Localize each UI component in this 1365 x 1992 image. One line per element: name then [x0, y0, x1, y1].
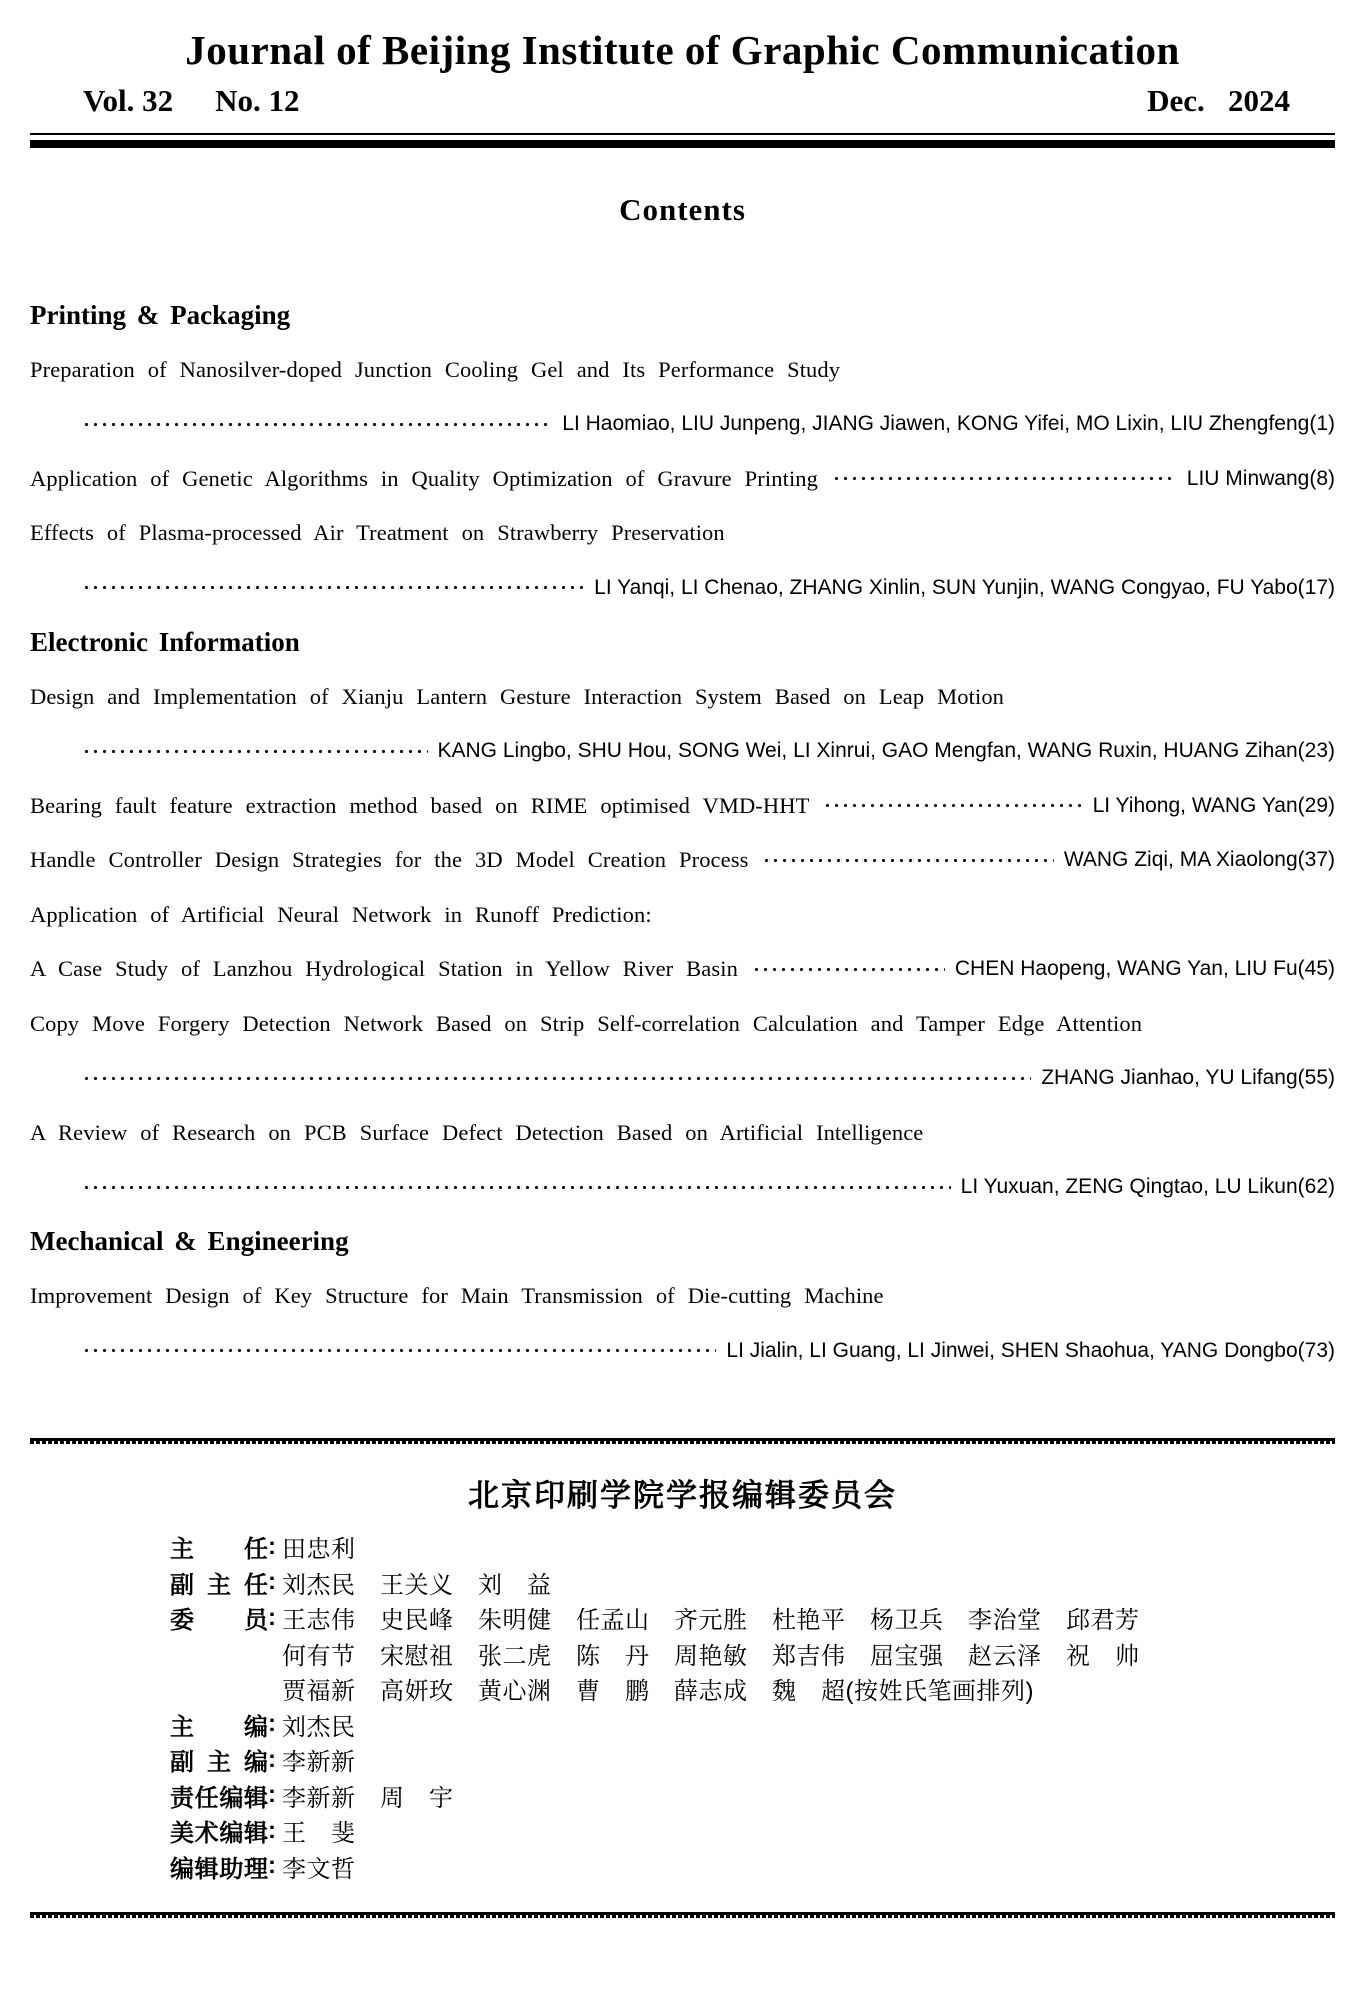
board-colon: :: [268, 1781, 276, 1809]
article-row: [30, 452, 1335, 507]
article-authors-row: [30, 397, 1335, 452]
dot-leader: [823, 779, 1082, 834]
board-title: 北京印刷学院学报编辑委员会: [468, 1478, 897, 1514]
article-page-number: (73): [1297, 1338, 1335, 1362]
board-colon: :: [268, 1816, 276, 1844]
board-colon: :: [268, 1745, 276, 1773]
article-authors: [594, 576, 1335, 600]
article-author-names: LI Yuxuan, ZENG Qingtao, LU Likun: [960, 1175, 1298, 1199]
board-list: [30, 1529, 1335, 1884]
article-authors: [955, 957, 1335, 981]
article-author-names: WANG Ziqi, MA Xiaolong: [1063, 848, 1298, 872]
board-member-names: 田忠利: [282, 1536, 356, 1564]
article-authors: [1093, 794, 1335, 818]
article-title-row: [30, 1106, 1335, 1161]
board-row: [30, 1849, 1335, 1885]
article-title: A Review of Research on PCB Surface Defect Detection Based on Artificial Intelligence: [30, 1119, 924, 1145]
article-title: Effects of Plasma-processed Air Treatment on Strawberry Preservation: [30, 520, 725, 546]
article-title-row: [30, 506, 1335, 561]
article-authors-row: [30, 1324, 1335, 1379]
journal-title: Journal of Beijing Institute of Graphic Communication: [185, 27, 1180, 73]
board-member-names: 王志伟 史民峰 朱明健 任孟山 齐元胜 杜艳平 杨卫兵 李治堂 邱君芳: [282, 1607, 1140, 1635]
article-page-number: (23): [1297, 739, 1335, 763]
date-label: Dec. 2024: [1147, 83, 1290, 119]
article-title: Application of Genetic Algorithms in Quality Optimization of Gravure Printing: [30, 465, 818, 491]
board-member-names: 王 斐: [282, 1820, 356, 1848]
board-colon: :: [268, 1710, 276, 1738]
board-row: [30, 1565, 1335, 1601]
article-authors-row: [30, 1160, 1335, 1215]
article-title: Preparation of Nanosilver-doped Junction Cooling Gel and Its Performance Study: [30, 356, 841, 382]
board-role-label: 美术编辑: [170, 1820, 268, 1848]
article-author-names: CHEN Haopeng, WANG Yan, LIU Fu: [954, 957, 1298, 981]
dot-leader: [762, 833, 1053, 888]
board-colon: :: [268, 1568, 276, 1596]
article-author-names: LI Yanqi, LI Chenao, ZHANG Xinlin, SUN Yunjin, WANG Congyao, FU Yabo: [594, 575, 1298, 599]
article-authors: [438, 739, 1336, 763]
article-title: Design and Implementation of Xianju Lantern Gesture Interaction System Based on Leap Motion: [30, 683, 1005, 709]
board-member-names: 李文哲: [282, 1855, 356, 1883]
dot-leader: [82, 1324, 716, 1379]
article-page-number: (29): [1297, 793, 1335, 817]
board-colon: :: [268, 1532, 276, 1560]
contents-heading: Contents: [619, 192, 746, 228]
article-authors: [726, 1339, 1335, 1363]
article-title: Copy Move Forgery Detection Network Based on Strip Self-correlation Calculation and Tamper Edge Attention: [30, 1010, 1143, 1036]
dot-leader: [832, 452, 1177, 507]
article-author-names: LIU Minwang: [1186, 466, 1310, 490]
article-title: Application of Artificial Neural Network in Runoff Prediction:: [30, 901, 652, 927]
article-title: Handle Controller Design Strategies for the 3D Model Creation Process: [30, 847, 749, 873]
board-role-label: 主编: [170, 1713, 268, 1741]
toc-section-row: [30, 1215, 1335, 1270]
article-subtitle-row: [30, 942, 1335, 997]
board-role-label: 编辑助理: [170, 1855, 268, 1883]
volume-issue-row: [30, 83, 1335, 119]
dot-leader: [82, 561, 584, 616]
article-title-row: [30, 1269, 1335, 1324]
toc-section-row: [30, 288, 1335, 343]
header-rule-thin: [30, 133, 1335, 135]
article-title-row: [30, 343, 1335, 398]
dot-leader: [82, 397, 552, 452]
board-colon: :: [268, 1603, 276, 1631]
article-title-row: [30, 888, 1335, 943]
toc-section-row: [30, 615, 1335, 670]
board-row: [30, 1778, 1335, 1814]
board-colon: :: [268, 1852, 276, 1880]
dot-leader: [82, 1160, 951, 1215]
toc-list: [30, 288, 1335, 1378]
article-author-names: LI Yihong, WANG Yan: [1092, 793, 1298, 817]
board-role-label: 副主编: [170, 1749, 268, 1777]
board-row: [30, 1813, 1335, 1849]
dot-leader: [82, 1051, 1031, 1106]
board-member-names: 刘杰民 王关义 刘 益: [282, 1571, 552, 1599]
board-role-label: 主任: [170, 1536, 268, 1564]
article-title-row: [30, 670, 1335, 725]
article-authors: [1187, 467, 1335, 491]
board-role-label: 责任编辑: [170, 1784, 268, 1812]
volume-issue-group: [83, 83, 300, 119]
issue-label: No. 12: [215, 83, 300, 119]
article-title: Bearing fault feature extraction method based on RIME optimised VMD-HHT: [30, 792, 810, 818]
board-row: [30, 1742, 1335, 1778]
dot-leader: [82, 724, 428, 779]
article-page-number: (1): [1309, 412, 1335, 436]
article-page-number: (45): [1297, 957, 1335, 981]
board-row: [30, 1707, 1335, 1743]
dot-leader: [752, 942, 945, 997]
footer-divider: [30, 1912, 1335, 1918]
article-authors-row: [30, 724, 1335, 779]
board-divider: [30, 1438, 1335, 1444]
article-subtitle: A Case Study of Lanzhou Hydrological Station in Yellow River Basin: [30, 956, 738, 982]
header-rule-thick: [30, 140, 1335, 148]
article-row: [30, 779, 1335, 834]
board-row: [30, 1636, 1335, 1672]
article-authors: [961, 1175, 1335, 1199]
article-author-names: KANG Lingbo, SHU Hou, SONG Wei, LI Xinrui, GAO Mengfan, WANG Ruxin, HUANG Zihan: [437, 739, 1298, 763]
section-heading: Electronic Information: [30, 626, 300, 657]
section-heading: Mechanical & Engineering: [30, 1226, 349, 1257]
board-member-names: 贾福新 高妍玫 黄心渊 曹 鹏 薛志成 魏 超(按姓氏笔画排列): [282, 1678, 1034, 1706]
article-row: [30, 833, 1335, 888]
volume-label: Vol. 32: [83, 83, 174, 119]
board-role-label: 委员: [170, 1607, 268, 1635]
article-author-names: ZHANG Jianhao, YU Lifang: [1041, 1066, 1298, 1090]
article-authors: [1041, 1066, 1335, 1090]
article-authors: [562, 412, 1335, 436]
board-member-names: 李新新 周 宇: [282, 1784, 454, 1812]
section-heading: Printing & Packaging: [30, 299, 291, 330]
article-page-number: (62): [1297, 1175, 1335, 1199]
board-member-names: 何有节 宋慰祖 张二虎 陈 丹 周艳敏 郑吉伟 屈宝强 赵云泽 祝 帅: [282, 1642, 1140, 1670]
article-author-names: LI Haomiao, LIU Junpeng, JIANG Jiawen, KONG Yifei, MO Lixin, LIU Zhengfeng: [562, 412, 1310, 436]
article-title-row: [30, 997, 1335, 1052]
board-member-names: 李新新: [282, 1749, 356, 1777]
board-row: [30, 1600, 1335, 1636]
board-row: [30, 1529, 1335, 1565]
article-author-names: LI Jialin, LI Guang, LI Jinwei, SHEN Shaohua, YANG Dongbo: [726, 1338, 1298, 1362]
article-authors: [1064, 848, 1335, 872]
article-authors-row: [30, 1051, 1335, 1106]
article-authors-row: [30, 561, 1335, 616]
article-page-number: (37): [1297, 848, 1335, 872]
article-page-number: (17): [1297, 575, 1335, 599]
board-row: [30, 1671, 1335, 1707]
article-title: Improvement Design of Key Structure for Main Transmission of Die-cutting Machine: [30, 1283, 884, 1309]
article-page-number: (8): [1309, 466, 1335, 490]
article-page-number: (55): [1297, 1066, 1335, 1090]
board-role-label: 副主任: [170, 1571, 268, 1599]
board-member-names: 刘杰民: [282, 1713, 356, 1741]
